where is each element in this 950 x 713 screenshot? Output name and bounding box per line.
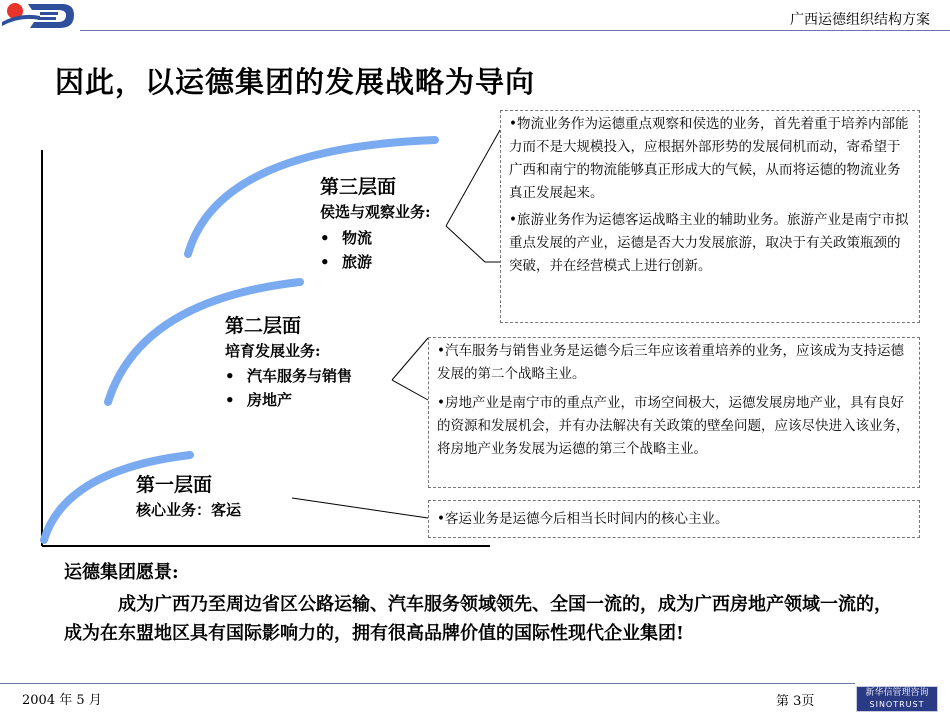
- page-number: 第 3页: [776, 694, 815, 709]
- callout-second-top: [392, 338, 428, 380]
- first-level-subtitle: 核心业务：客运: [136, 501, 242, 519]
- second-level-title: 第二层面: [225, 315, 302, 337]
- vision-title: 运德集团愿景:: [64, 562, 179, 583]
- footer-date: 2004 年 5 月: [22, 693, 102, 708]
- logo-cn-text: 新华信管理咨询: [865, 688, 929, 698]
- second-level-subtitle: 培育发展业务:: [225, 342, 321, 360]
- page-title: 因此，以运德集团的发展战略为导向: [55, 65, 536, 99]
- callout-third: [446, 226, 500, 262]
- bullet-dot: •: [225, 367, 235, 385]
- note-paragraph: •客运业务是运德今后相当长时间内的核心主业。: [437, 511, 729, 527]
- second-level-item: • 汽车服务与销售: [225, 367, 353, 385]
- sinotrust-logo: [856, 686, 938, 712]
- third-level-title: 第三层面: [320, 176, 397, 198]
- second-level-notes: [428, 337, 920, 488]
- note-paragraph: •汽车服务与销售业务是运德今后三年应该着重培养的业务，应该成为支持运德发展的第二个战略主业。: [437, 343, 904, 382]
- callout-second: [392, 380, 428, 400]
- third-level-item: • 旅游: [320, 253, 373, 271]
- logo-en-text: SINOTRUST: [869, 700, 925, 709]
- third-level-subtitle: 侯选与观察业务:: [320, 203, 431, 221]
- first-level-title: 第一层面: [136, 474, 213, 496]
- callout-third-top: [446, 130, 500, 226]
- vision-text: 成为广西乃至周边省区公路运输、汽车服务领域领先、全国一流的，成为广西房地产领域一流的，成为在东盟地区具有国际影响力的，拥有很高品牌价值的国际性现代企业集团!: [64, 594, 892, 644]
- bullet-dot: •: [320, 229, 330, 247]
- bullet-dot: •: [320, 253, 330, 271]
- note-paragraph: •旅游业务作为运德客运战略主业的辅助业务。旅游产业是南宁市拟重点发展的产业，运德是否大力发展旅游，取决于有关政策瓶颈的突破，并在经营模式上进行创新。: [509, 212, 909, 274]
- document-title: 广西运德组织结构方案: [790, 12, 930, 28]
- footer-rule: [0, 683, 855, 684]
- third-level-notes: [500, 110, 920, 323]
- note-paragraph: •物流业务作为运德重点观察和侯选的业务，首先着重于培养内部能力而不是大规模投入，应根据外部形势的发展伺机而动，寄希望于广西和南宁的物流能够真正形成大的气候，从而将运德的物流业务真正发展起来。: [509, 116, 909, 201]
- first-level-notes: [428, 500, 920, 538]
- bullet-dot: •: [225, 391, 235, 409]
- arc-third-level: [188, 140, 435, 254]
- second-level-item: • 房地产: [225, 391, 293, 409]
- note-paragraph: •房地产业是南宁市的重点产业，市场空间极大，运德发展房地产业，具有良好的资源和发展机会，并有办法解决有关政策的壁垒问题，应该尽快进入该业务，将房地产业务发展为运德的第三个战略主业。: [437, 395, 910, 457]
- callout-first: [292, 498, 428, 518]
- third-level-item: • 物流: [320, 229, 373, 247]
- arc-first-level: [44, 455, 190, 540]
